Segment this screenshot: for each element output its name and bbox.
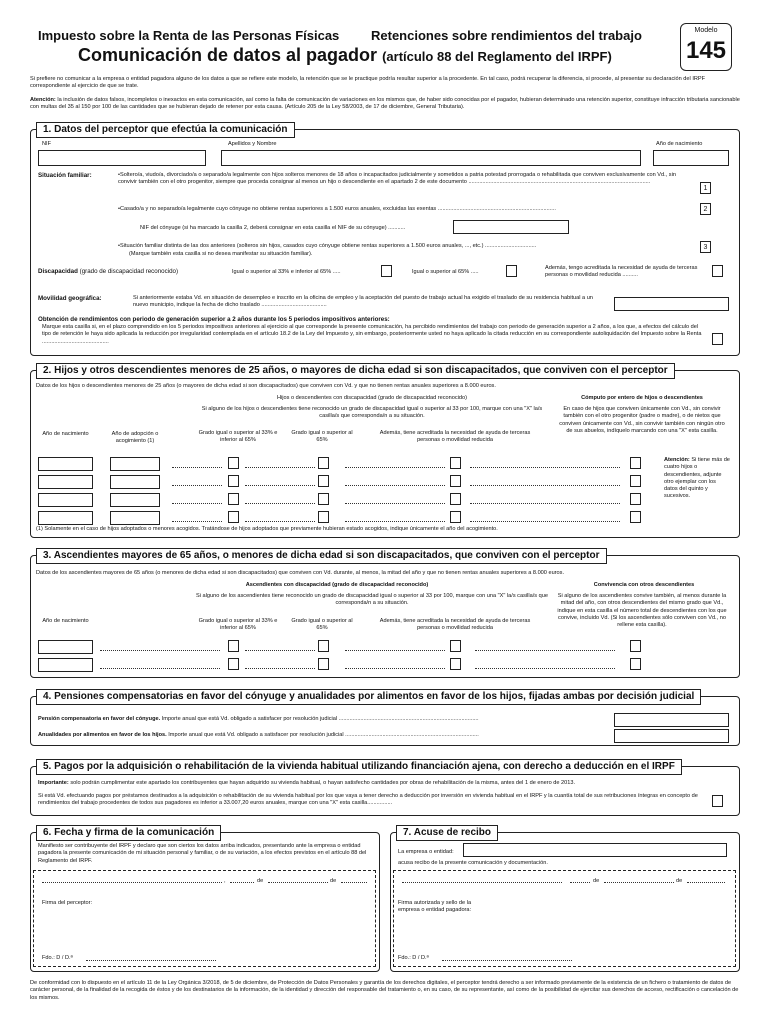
section-3-title: 3. Ascendientes mayores de 65 años, o menores de dicha edad si son discapacitados, que conviven con el perceptor	[36, 548, 607, 564]
form-title-retenciones: Retenciones sobre rendimientos del trabajo	[371, 28, 642, 43]
disc-ayuda-checkbox[interactable]	[712, 265, 723, 277]
s6-fdo: Fdo.: D / D.ª	[42, 955, 73, 961]
s2-h-adopcion: Año de adopción o acogimiento (1)	[111, 431, 159, 445]
s2-dotline	[470, 503, 620, 504]
s2-dotline	[172, 521, 222, 522]
s2-comp-checkbox[interactable]	[630, 511, 641, 523]
s6-fdo-line	[86, 960, 216, 961]
nif-field[interactable]	[38, 150, 206, 166]
s2-intro: Datos de los hijos o descendientes menores de 25 años (o mayores de dicha edad si son discapacitados) que conviven con Vd. y que no tienen rentas anuales superiores a 8.000 euros.	[36, 383, 496, 389]
s3-dotline	[100, 650, 220, 651]
s3-nacimiento-field[interactable]	[38, 640, 93, 654]
s2-ayuda-checkbox[interactable]	[450, 493, 461, 505]
s3-dotline	[245, 668, 315, 669]
s2-dotline	[470, 521, 620, 522]
s2-33-checkbox[interactable]	[228, 493, 239, 505]
s7-month-line	[604, 882, 674, 883]
s7-de1: de	[593, 878, 600, 884]
s2-65-checkbox[interactable]	[318, 457, 329, 469]
nacimiento-field[interactable]	[653, 150, 729, 166]
discapacidad-sub: (grado de discapacidad reconocido)	[79, 268, 179, 275]
s2-dotline	[172, 503, 222, 504]
s2-h-65: Grado igual o superior al 65%	[291, 430, 353, 444]
disc-33-checkbox[interactable]	[381, 265, 392, 277]
s3-h-33: Grado igual o superior al 33% e inferior al 65%	[198, 618, 278, 632]
subtitle-main: Comunicación de datos al pagador	[78, 45, 378, 65]
s2-comp-checkbox[interactable]	[630, 475, 641, 487]
nif-conyuge-field[interactable]	[453, 220, 569, 234]
s2-comp-sub: En caso de hijos que conviven únicamente con Vd., sin convivir también con el otro progenitor (padre o madre), o de nietos que conviven únicamente con Vd., sin convivir también con ningún otro de sus abuelos, indíquelo marcando con una "X" esta casilla.	[559, 406, 725, 434]
s5-text: Si está Vd. efectuando pagos por préstamos destinados a la adquisición o rehabilitación de su vivienda habitual por los que vaya a tener derecho a deducción por inversión en vivienda habitual en el IRPF y la cuantía total de sus retribuciones íntegras en concepto de rendimientos del trabajo procedentes de todos sus pagadores es inferior a 33.007,20 euros anuales, marque con una "X" esta casilla................	[38, 793, 698, 807]
s4-row1-label: Pensión compensatoria en favor del cónyuge.	[38, 716, 161, 722]
s2-dotline	[345, 467, 445, 468]
modelo-number: 145	[685, 37, 727, 65]
section-2-title: 2. Hijos y otros descendientes menores de 25 años, o mayores de dicha edad si son discapacitados, que conviven con el perceptor	[36, 363, 675, 379]
obtencion-title: Obtención de rendimientos con periodo de generación superior a 2 años durante los 5 periodos impositivos anteriores:	[38, 316, 390, 323]
s7-de2: de	[676, 878, 683, 884]
s7-year-line	[687, 882, 725, 883]
discapacidad-label	[38, 268, 178, 276]
s2-ayuda-checkbox[interactable]	[450, 511, 461, 523]
s2-65-checkbox[interactable]	[318, 475, 329, 487]
form-title-tax: Impuesto sobre la Renta de las Personas Físicas	[38, 28, 340, 43]
s3-dotline	[100, 668, 220, 669]
pension-field[interactable]	[614, 713, 729, 727]
s3-ayuda-checkbox[interactable]	[450, 640, 461, 652]
disc-ayuda-label: Además, tengo acreditada la necesidad de ayuda de terceras personas o movilidad reducida ..........	[545, 265, 698, 279]
s2-atencion-text: Si tiene más de cuatro hijos o descendientes, adjunte otro ejemplar con los datos del quinto y sucesivos.	[664, 457, 730, 500]
s2-disc-heading: Hijos o descendientes con discapacidad (grado de discapacidad reconocido)	[277, 395, 467, 401]
s7-fdo-line	[442, 960, 572, 961]
s2-nacimiento-field[interactable]	[38, 475, 93, 489]
s6-firma: Firma del perceptor:	[42, 900, 93, 906]
s3-conv-sub: Si alguno de los ascendientes convive también, al menos durante la mitad del año, con otros descendientes del mismo grado que Vd., indique en esta casilla el número total de descendientes con los que convive, incluido Vd. (Si los ascendientes sólo conviven con Vd., no rellene esta casilla).	[557, 593, 727, 629]
section-5-title: 5. Pagos por la adquisición o rehabilitación de la vivienda habitual utilizando financiación ajena, con derecho a deducción en el IRPF	[36, 759, 682, 775]
s3-65-checkbox[interactable]	[318, 658, 329, 670]
s2-nacimiento-field[interactable]	[38, 493, 93, 507]
s2-adopcion-field[interactable]	[110, 457, 160, 471]
s3-conv-checkbox[interactable]	[630, 640, 641, 652]
obtencion-checkbox[interactable]	[712, 333, 723, 345]
s3-ayuda-checkbox[interactable]	[450, 658, 461, 670]
intro-paragraph: Si prefiere no comunicar a la empresa o entidad pagadora alguno de los datos a que se refiere este modelo, la retención que se le practique podría resultar superior a la procedente. En tal caso, podrá recuperar la diferencia, si procede, al presentar su declaración del IRPF correspondiente al ejercicio de que se trate.	[30, 76, 706, 90]
s2-atencion-label: Atención:	[664, 457, 690, 463]
movilidad-label: Movilidad geográfica:	[38, 295, 102, 302]
s2-dotline	[470, 467, 620, 468]
s3-conv-heading: Convivencia con otros descendientes	[593, 582, 695, 588]
s3-h-nacimiento: Año de nacimiento	[42, 618, 89, 624]
obtencion-text: Marque esta casilla si, en el plazo comprendido en los 5 periodos impositivos anteriores al ejercicio al que corresponde la presente comunicación, ha percibido rendimientos del trabajo con periodo de generación superior a 2 años, a los que, a efectos del cálculo del tipo de retención le haya sido aplicada la reducción por irregularidad contemplada en el artículo 18.2 de la Ley del Impuesto y, sin embargo, posteriormente usted no haya aplicado la citada reducción en su correspondiente autoliquidación del Impuesto sobre la Renta ...........................................	[42, 324, 702, 345]
s6-day-line	[230, 882, 254, 883]
s6-text: Manifiesto ser contribuyente del IRPF y declaro que son ciertos los datos arriba indicados, presentando ante la empresa o entidad pagadora la presente comunicación de mi situación personal y familiar, o de su variación, a los efectos previstos en el artículo 88 del Reglamento del IRPF.	[38, 843, 367, 864]
subtitle-small: (artículo 88 del Reglamento del IRPF)	[382, 49, 612, 64]
s5-importante-text: solo podrán cumplimentar este apartado los contribuyentes que hayan adquirido su vivienda habitual, o hayan satisfecho cantidades por obras de rehabilitación de la misma, antes del 1 de enero de 2013.	[70, 780, 576, 786]
s2-dotline	[470, 485, 620, 486]
s3-dotline	[345, 668, 445, 669]
s2-comp-checkbox[interactable]	[630, 457, 641, 469]
modelo-label: Modelo	[694, 27, 718, 34]
s7-day-line	[570, 882, 590, 883]
s4-row2-text: Importe anual que está Vd. obligado a satisfacer por resolución judicial ......................................................................................	[168, 732, 479, 738]
s2-dotline	[245, 467, 315, 468]
s2-dotline	[172, 485, 222, 486]
s4-row2	[38, 732, 479, 739]
s2-adopcion-field[interactable]	[110, 493, 160, 507]
s6-de1: de	[257, 878, 264, 884]
section-4-title: 4. Pensiones compensatorias en favor del cónyuge y anualidades por alimentos en favor de los hijos, fijadas ambas por decisión judicial	[36, 689, 701, 705]
nacimiento-label: Año de nacimiento	[656, 141, 703, 147]
anualidades-field[interactable]	[614, 729, 729, 743]
s3-dotline	[475, 668, 615, 669]
s6-comma: ,	[224, 878, 226, 884]
s7-empresa: La empresa o entidad:	[398, 849, 454, 855]
s5-importante-label: Importante:	[38, 780, 69, 786]
section-6-title: 6. Fecha y firma de la comunicación	[36, 825, 221, 841]
s6-de2: de	[330, 878, 337, 884]
s2-disc-sub: Si alguno de los hijos o descendientes tiene reconocido un grado de discapacidad igual o superior al 33 por 100, marque con una "X" la/s casilla/s que corresponda/n a su situación.	[201, 406, 543, 420]
s2-dotline	[345, 503, 445, 504]
movilidad-text: Si anteriormente estaba Vd. en situación de desempleo e inscrito en la oficina de empleo y la aceptación del puesto de trabajo actual ha exigido el traslado de su residencia habitual a un nuevo municipio, indique la fecha de dicho traslado ..........................................	[133, 295, 593, 309]
s2-65-checkbox[interactable]	[318, 511, 329, 523]
s2-dotline	[245, 503, 315, 504]
s3-conv-checkbox[interactable]	[630, 658, 641, 670]
s2-ayuda-checkbox[interactable]	[450, 475, 461, 487]
section-1-title: 1. Datos del perceptor que efectúa la comunicación	[36, 122, 295, 138]
s2-adopcion-field[interactable]	[110, 511, 160, 525]
s3-33-checkbox[interactable]	[228, 658, 239, 670]
s3-dotline	[475, 650, 615, 651]
situacion-label: Situación familiar:	[38, 172, 92, 179]
form-subtitle	[78, 45, 612, 67]
s2-h-nacimiento: Año de nacimiento	[42, 431, 89, 437]
s6-month-line	[268, 882, 328, 883]
disc-65-label: Igual o superior al 65% .....	[412, 269, 479, 275]
s7-acusa: acusa recibo de la presente comunicación y documentación.	[398, 860, 548, 866]
s2-comp-heading: Cómputo por entero de hijos o descendientes	[581, 395, 703, 401]
s3-dotline	[245, 650, 315, 651]
s2-dotline	[245, 521, 315, 522]
s2-dotline	[172, 467, 222, 468]
s2-33-checkbox[interactable]	[228, 511, 239, 523]
nif-label: NIF	[42, 141, 52, 147]
s2-dotline	[345, 485, 445, 486]
s7-place-line	[402, 882, 562, 883]
s3-nacimiento-field[interactable]	[38, 658, 93, 672]
s7-fdo: Fdo.: D / D.ª	[398, 955, 429, 961]
movilidad-date-field[interactable]	[614, 297, 729, 311]
s7-empresa-field[interactable]	[463, 843, 727, 857]
disc-65-checkbox[interactable]	[506, 265, 517, 277]
s6-place-line	[42, 882, 222, 883]
s2-h-33: Grado igual o superior al 33% e inferior al 65%	[198, 430, 278, 444]
s2-h-ayuda: Además, tiene acreditada la necesidad de ayuda de terceras personas o movilidad reducida	[379, 430, 531, 444]
intro-warning-text: la inclusión de datos falsos, incompletos o inexactos en esta comunicación, así como la falta de comunicación de variaciones en los mismos que, de haber sido conocidas por el pagador, hubieran determinado una retención superior, constituye infracción tributaria sancionable con multas del 35 al 150 por 100 de las cantidades que se hubieran dejado de retener por esta causa. (Artículo 205 de la Ley 58/2003, de 17 de diciembre, General Tributaria).	[30, 97, 740, 111]
footer-privacy: De conformidad con lo dispuesto en el artículo 11 de la Ley Orgánica 3/2018, de 5 de diciembre, de Protección de Datos Personales y garantía de los derechos digitales, el perceptor tendrá derecho a ser informado previamente de la existencia de un fichero o tratamiento de datos de carácter personal, de la finalidad de la recogida de éstos y de los destinatarios de la información, de la identidad y dirección del responsable del tratamiento o, en su caso, de su representante, así como de la posibilidad de ejercitar sus derechos de acceso, rectificación o cancelación de los mismos.	[30, 980, 739, 1001]
s2-33-checkbox[interactable]	[228, 475, 239, 487]
situacion-opt2: • Casado/a y no separado/a legalmente cuyo cónyuge no obtiene rentas superiores a 1.500 euros anuales, excluidas las exentas ............................................................................	[118, 206, 693, 213]
s2-nacimiento-field[interactable]	[38, 511, 93, 525]
nombre-label: Apellidos y Nombre	[228, 141, 277, 147]
nif-conyuge-label: NIF del cónyuge (si ha marcado la casilla 2, deberá consignar en esta casilla el NIF de su cónyuge) ...........	[140, 225, 406, 231]
s4-row1-text: Importe anual que está Vd. obligado a satisfacer por resolución judicial ..........................................................................................	[161, 716, 479, 722]
intro-warning-label: Atención:	[30, 97, 56, 103]
s3-33-checkbox[interactable]	[228, 640, 239, 652]
s3-intro: Datos de los ascendientes mayores de 65 años (o menores de dicha edad si son discapacitados) que conviven con Vd. durante, al menos, la mitad del año y que no tienen rentas anuales superiores a 8.000 euros.	[36, 570, 565, 576]
modelo-box	[680, 23, 732, 71]
s3-dotline	[345, 650, 445, 651]
s3-disc-heading: Ascendientes con discapacidad (grado de discapacidad reconocido)	[245, 582, 429, 588]
situacion-box-3[interactable]: 3	[700, 241, 711, 253]
s2-nota: (1) Solamente en el caso de hijos adoptados o menores acogidos. Tratándose de hijos adoptados que previamente hubieran estado acogidos, indique únicamente el año del acogimiento.	[36, 526, 498, 532]
s2-65-checkbox[interactable]	[318, 493, 329, 505]
s3-h-ayuda: Además, tiene acreditada la necesidad de ayuda de terceras personas o movilidad reducida	[379, 618, 531, 632]
section-7-title: 7. Acuse de recibo	[396, 825, 498, 841]
s3-65-checkbox[interactable]	[318, 640, 329, 652]
disc-33-label: Igual o superior al 33% e inferior al 65% .....	[232, 269, 341, 275]
s2-atencion	[664, 457, 730, 501]
situacion-opt1: • Soltero/a, viudo/a, divorciado/a o separado/a legalmente con hijos solteros menores de 18 años o incapacitados judicialmente y sometidos a patria potestad prorrogada o rehabilitada que conviven exclusivamente con Vd., sin convivir también con el otro progenitor, siempre que proceda consignar al menos un hijo o descendiente en el apartado 2 de este documento .....................................................................................................................	[118, 172, 693, 187]
s6-year-line	[341, 882, 367, 883]
s4-row2-label: Anualidades por alimentos en favor de los hijos.	[38, 732, 167, 738]
s2-nacimiento-field[interactable]	[38, 457, 93, 471]
situacion-box-2[interactable]: 2	[700, 203, 711, 215]
situacion-opt3: • Situación familiar distinta de las dos anteriores (solteros sin hijos, casados cuyo cónyuge obtiene rentas superiores a 1.500 euros anuales, ..., etc.) .................................	[118, 243, 693, 250]
s6-signature-area[interactable]	[33, 870, 376, 967]
s3-h-65: Grado igual o superior al 65%	[291, 618, 353, 632]
situacion-box-1[interactable]: 1	[700, 182, 711, 194]
intro-warning	[30, 97, 740, 112]
nombre-field[interactable]	[221, 150, 641, 166]
s4-row1	[38, 716, 479, 723]
s5-importante	[38, 780, 733, 787]
situacion-opt3-note: (Marque también esta casilla si no desea manifestar su situación familiar).	[129, 251, 313, 257]
s2-dotline	[245, 485, 315, 486]
s2-adopcion-field[interactable]	[110, 475, 160, 489]
s7-firma: Firma autorizada y sello de la empresa o entidad pagadora:	[398, 900, 472, 914]
s3-disc-sub: Si alguno de los ascendientes tiene reconocido un grado de discapacidad igual o superior al 33 por 100, marque con una "X" la/s casilla/s que corresponda/n a su situación.	[196, 593, 548, 607]
s2-ayuda-checkbox[interactable]	[450, 457, 461, 469]
s2-33-checkbox[interactable]	[228, 457, 239, 469]
s2-dotline	[345, 521, 445, 522]
discapacidad-title: Discapacidad	[38, 268, 78, 275]
vivienda-checkbox[interactable]	[712, 795, 723, 807]
s2-comp-checkbox[interactable]	[630, 493, 641, 505]
s7-signature-area[interactable]	[393, 870, 736, 967]
